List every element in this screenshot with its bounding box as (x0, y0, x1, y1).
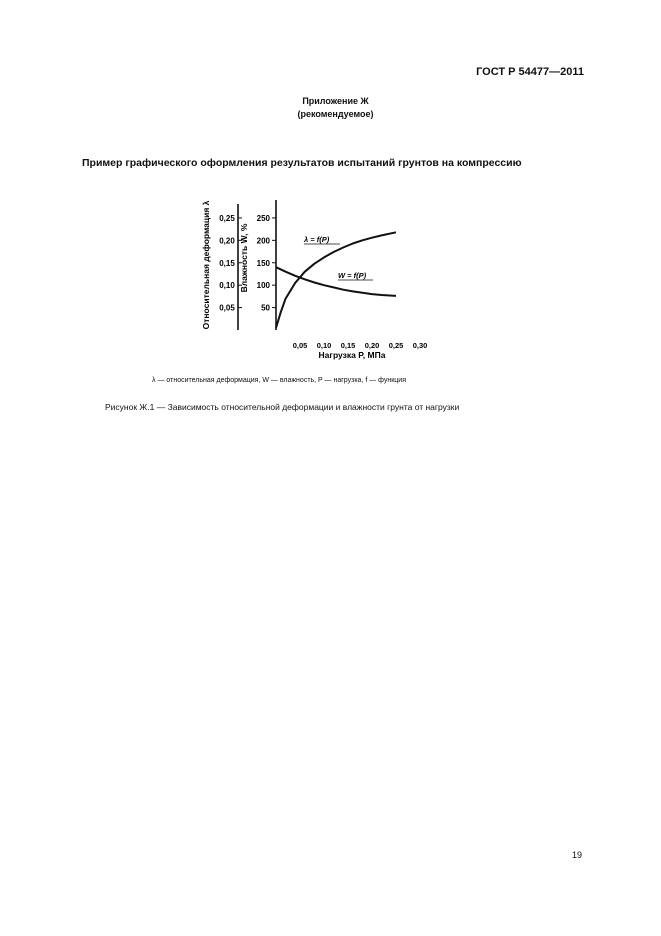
legend-note: λ — относительная деформация, W — влажность, P — нагрузка, f — функция (152, 377, 406, 384)
x-tick-label: 0,15 (340, 341, 356, 350)
y-right-tick-label: 250 (256, 213, 270, 223)
compression-chart (200, 190, 440, 370)
x-tick-label: 0,25 (388, 341, 404, 350)
x-tick-label: 0,10 (316, 341, 332, 350)
series-line-moisture (276, 267, 396, 296)
x-axis-label: Нагрузка P, МПа (318, 350, 386, 360)
section-title: Пример графического оформления результатов испытаний грунтов на компрессию (82, 157, 522, 169)
appendix-title: Приложение Ж (302, 96, 369, 106)
series-line-deformation (276, 232, 396, 327)
y-left-tick-label: 0,20 (219, 236, 235, 246)
x-tick-label: 0,30 (412, 341, 428, 350)
y-axis-left-label: Относительная деформация λ (201, 200, 211, 330)
y-left-tick-label: 0,25 (219, 213, 235, 223)
y-axis-right-label: Влажность W, % (239, 223, 249, 293)
page-number: 19 (572, 850, 583, 860)
document-standard-number: ГОСТ Р 54477—2011 (476, 66, 584, 78)
y-right-tick-label: 50 (261, 303, 270, 313)
y-right-tick-label: 150 (256, 258, 270, 268)
y-right-tick-label: 200 (256, 236, 270, 246)
x-tick-label: 0,05 (292, 341, 308, 350)
annotation-deformation: λ = f(P) (304, 235, 330, 244)
y-left-tick-label: 0,10 (219, 281, 235, 291)
y-left-tick-label: 0,05 (219, 303, 235, 313)
x-tick-label: 0,20 (364, 341, 380, 350)
figure-caption: Рисунок Ж.1 — Зависимость относительной деформации и влажности грунта от нагрузки (105, 402, 460, 412)
annotation-moisture: W = f(P) (338, 271, 367, 280)
appendix-status: (рекомендуемое) (297, 109, 374, 119)
y-left-tick-label: 0,15 (219, 258, 235, 268)
y-right-tick-label: 100 (256, 281, 270, 291)
